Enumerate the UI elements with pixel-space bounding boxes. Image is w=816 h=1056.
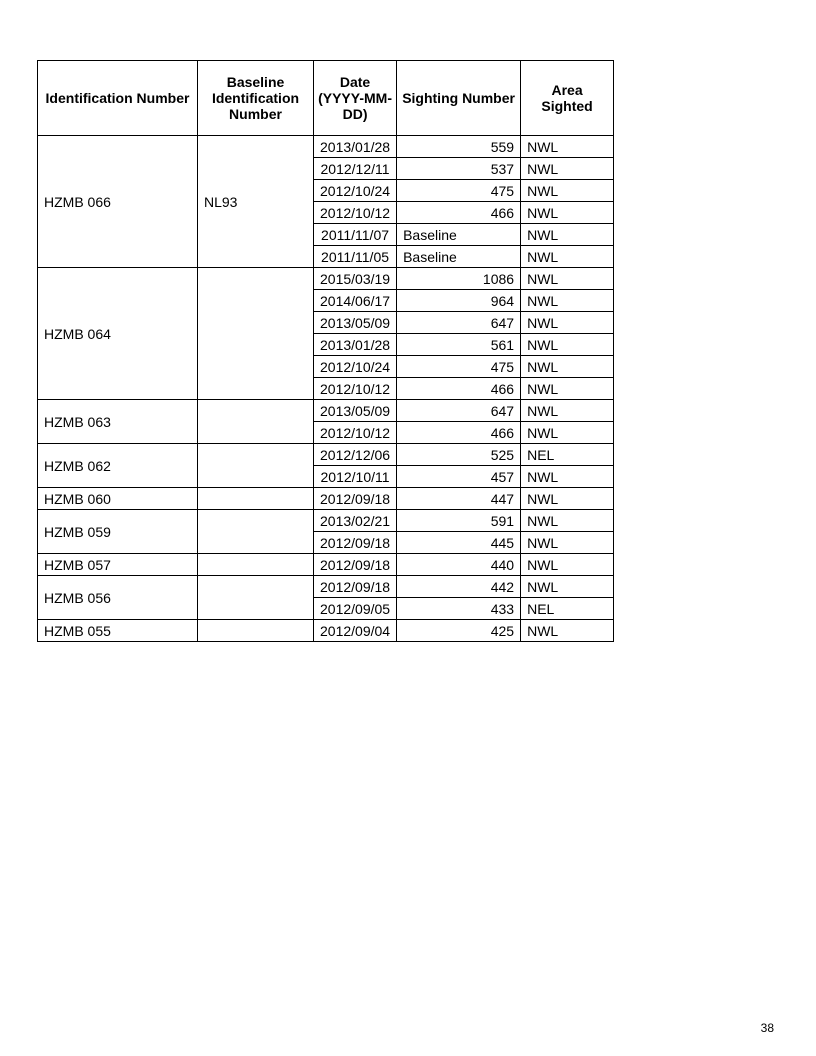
date-cell: 2012/09/18 bbox=[314, 576, 397, 598]
table-row bbox=[38, 510, 614, 532]
date-cell: 2013/05/09 bbox=[314, 400, 397, 422]
sighting-number-cell: Baseline bbox=[397, 246, 521, 268]
sighting-number-cell: 442 bbox=[397, 576, 521, 598]
sighting-number-cell: 525 bbox=[397, 444, 521, 466]
table-header bbox=[38, 61, 614, 136]
sighting-number-cell: 466 bbox=[397, 422, 521, 444]
area-sighted-cell: NWL bbox=[521, 202, 614, 224]
date-cell: 2012/10/12 bbox=[314, 202, 397, 224]
sightings-table bbox=[37, 60, 614, 642]
sighting-number-cell: 537 bbox=[397, 158, 521, 180]
baseline-identification-cell bbox=[198, 554, 314, 576]
baseline-identification-cell: NL93 bbox=[198, 136, 314, 268]
sighting-number-cell: 475 bbox=[397, 356, 521, 378]
area-sighted-cell: NWL bbox=[521, 312, 614, 334]
date-cell: 2013/01/28 bbox=[314, 334, 397, 356]
sighting-number-cell: 457 bbox=[397, 466, 521, 488]
area-sighted-cell: NWL bbox=[521, 334, 614, 356]
sighting-number-cell: 466 bbox=[397, 378, 521, 400]
date-cell: 2012/09/18 bbox=[314, 554, 397, 576]
header-identification-number: Identification Number bbox=[38, 61, 198, 136]
date-cell: 2012/09/05 bbox=[314, 598, 397, 620]
area-sighted-cell: NWL bbox=[521, 246, 614, 268]
date-cell: 2012/12/11 bbox=[314, 158, 397, 180]
area-sighted-cell: NEL bbox=[521, 444, 614, 466]
sighting-number-cell: 647 bbox=[397, 312, 521, 334]
date-cell: 2014/06/17 bbox=[314, 290, 397, 312]
identification-number-cell: HZMB 055 bbox=[38, 620, 198, 642]
area-sighted-cell: NWL bbox=[521, 422, 614, 444]
baseline-identification-cell bbox=[198, 576, 314, 620]
header-date: Date (YYYY-MM-DD) bbox=[314, 61, 397, 136]
date-cell: 2012/10/11 bbox=[314, 466, 397, 488]
baseline-identification-cell bbox=[198, 620, 314, 642]
area-sighted-cell: NWL bbox=[521, 268, 614, 290]
identification-number-cell: HZMB 059 bbox=[38, 510, 198, 554]
identification-number-cell: HZMB 066 bbox=[38, 136, 198, 268]
baseline-identification-cell bbox=[198, 510, 314, 554]
table-row bbox=[38, 488, 614, 510]
date-cell: 2012/09/04 bbox=[314, 620, 397, 642]
area-sighted-cell: NWL bbox=[521, 576, 614, 598]
baseline-identification-cell bbox=[198, 268, 314, 400]
area-sighted-cell: NWL bbox=[521, 224, 614, 246]
table-row bbox=[38, 576, 614, 598]
area-sighted-cell: NWL bbox=[521, 466, 614, 488]
date-cell: 2013/05/09 bbox=[314, 312, 397, 334]
area-sighted-cell: NWL bbox=[521, 136, 614, 158]
area-sighted-cell: NWL bbox=[521, 620, 614, 642]
table-row bbox=[38, 554, 614, 576]
date-cell: 2012/10/24 bbox=[314, 356, 397, 378]
sighting-number-cell: 475 bbox=[397, 180, 521, 202]
table-row bbox=[38, 136, 614, 158]
baseline-identification-cell bbox=[198, 444, 314, 488]
date-cell: 2011/11/07 bbox=[314, 224, 397, 246]
date-cell: 2012/09/18 bbox=[314, 488, 397, 510]
sighting-number-cell: 447 bbox=[397, 488, 521, 510]
baseline-identification-cell bbox=[198, 400, 314, 444]
identification-number-cell: HZMB 063 bbox=[38, 400, 198, 444]
identification-number-cell: HZMB 057 bbox=[38, 554, 198, 576]
sighting-number-cell: 647 bbox=[397, 400, 521, 422]
table-row bbox=[38, 444, 614, 466]
sighting-number-cell: 964 bbox=[397, 290, 521, 312]
table-row bbox=[38, 400, 614, 422]
header-baseline-identification-number: Baseline Identification Number bbox=[198, 61, 314, 136]
header-row bbox=[38, 61, 614, 136]
area-sighted-cell: NWL bbox=[521, 290, 614, 312]
sighting-number-cell: 1086 bbox=[397, 268, 521, 290]
area-sighted-cell: NWL bbox=[521, 378, 614, 400]
date-cell: 2012/10/24 bbox=[314, 180, 397, 202]
area-sighted-cell: NWL bbox=[521, 488, 614, 510]
date-cell: 2013/02/21 bbox=[314, 510, 397, 532]
sighting-number-cell: 561 bbox=[397, 334, 521, 356]
identification-number-cell: HZMB 056 bbox=[38, 576, 198, 620]
area-sighted-cell: NEL bbox=[521, 598, 614, 620]
table-row bbox=[38, 268, 614, 290]
sighting-number-cell: 445 bbox=[397, 532, 521, 554]
date-cell: 2011/11/05 bbox=[314, 246, 397, 268]
sighting-number-cell: 433 bbox=[397, 598, 521, 620]
identification-number-cell: HZMB 062 bbox=[38, 444, 198, 488]
area-sighted-cell: NWL bbox=[521, 158, 614, 180]
sighting-number-cell: 466 bbox=[397, 202, 521, 224]
table-body bbox=[38, 136, 614, 642]
header-area-sighted: Area Sighted bbox=[521, 61, 614, 136]
area-sighted-cell: NWL bbox=[521, 180, 614, 202]
sighting-number-cell: 559 bbox=[397, 136, 521, 158]
table-row bbox=[38, 620, 614, 642]
date-cell: 2015/03/19 bbox=[314, 268, 397, 290]
identification-number-cell: HZMB 060 bbox=[38, 488, 198, 510]
area-sighted-cell: NWL bbox=[521, 532, 614, 554]
sighting-number-cell: 591 bbox=[397, 510, 521, 532]
header-sighting-number: Sighting Number bbox=[397, 61, 521, 136]
area-sighted-cell: NWL bbox=[521, 510, 614, 532]
area-sighted-cell: NWL bbox=[521, 554, 614, 576]
area-sighted-cell: NWL bbox=[521, 356, 614, 378]
date-cell: 2012/10/12 bbox=[314, 422, 397, 444]
identification-number-cell: HZMB 064 bbox=[38, 268, 198, 400]
sighting-number-cell: Baseline bbox=[397, 224, 521, 246]
date-cell: 2012/12/06 bbox=[314, 444, 397, 466]
sighting-number-cell: 425 bbox=[397, 620, 521, 642]
page-number: 38 bbox=[760, 1021, 774, 1035]
sighting-number-cell: 440 bbox=[397, 554, 521, 576]
area-sighted-cell: NWL bbox=[521, 400, 614, 422]
baseline-identification-cell bbox=[198, 488, 314, 510]
date-cell: 2012/09/18 bbox=[314, 532, 397, 554]
date-cell: 2013/01/28 bbox=[314, 136, 397, 158]
date-cell: 2012/10/12 bbox=[314, 378, 397, 400]
